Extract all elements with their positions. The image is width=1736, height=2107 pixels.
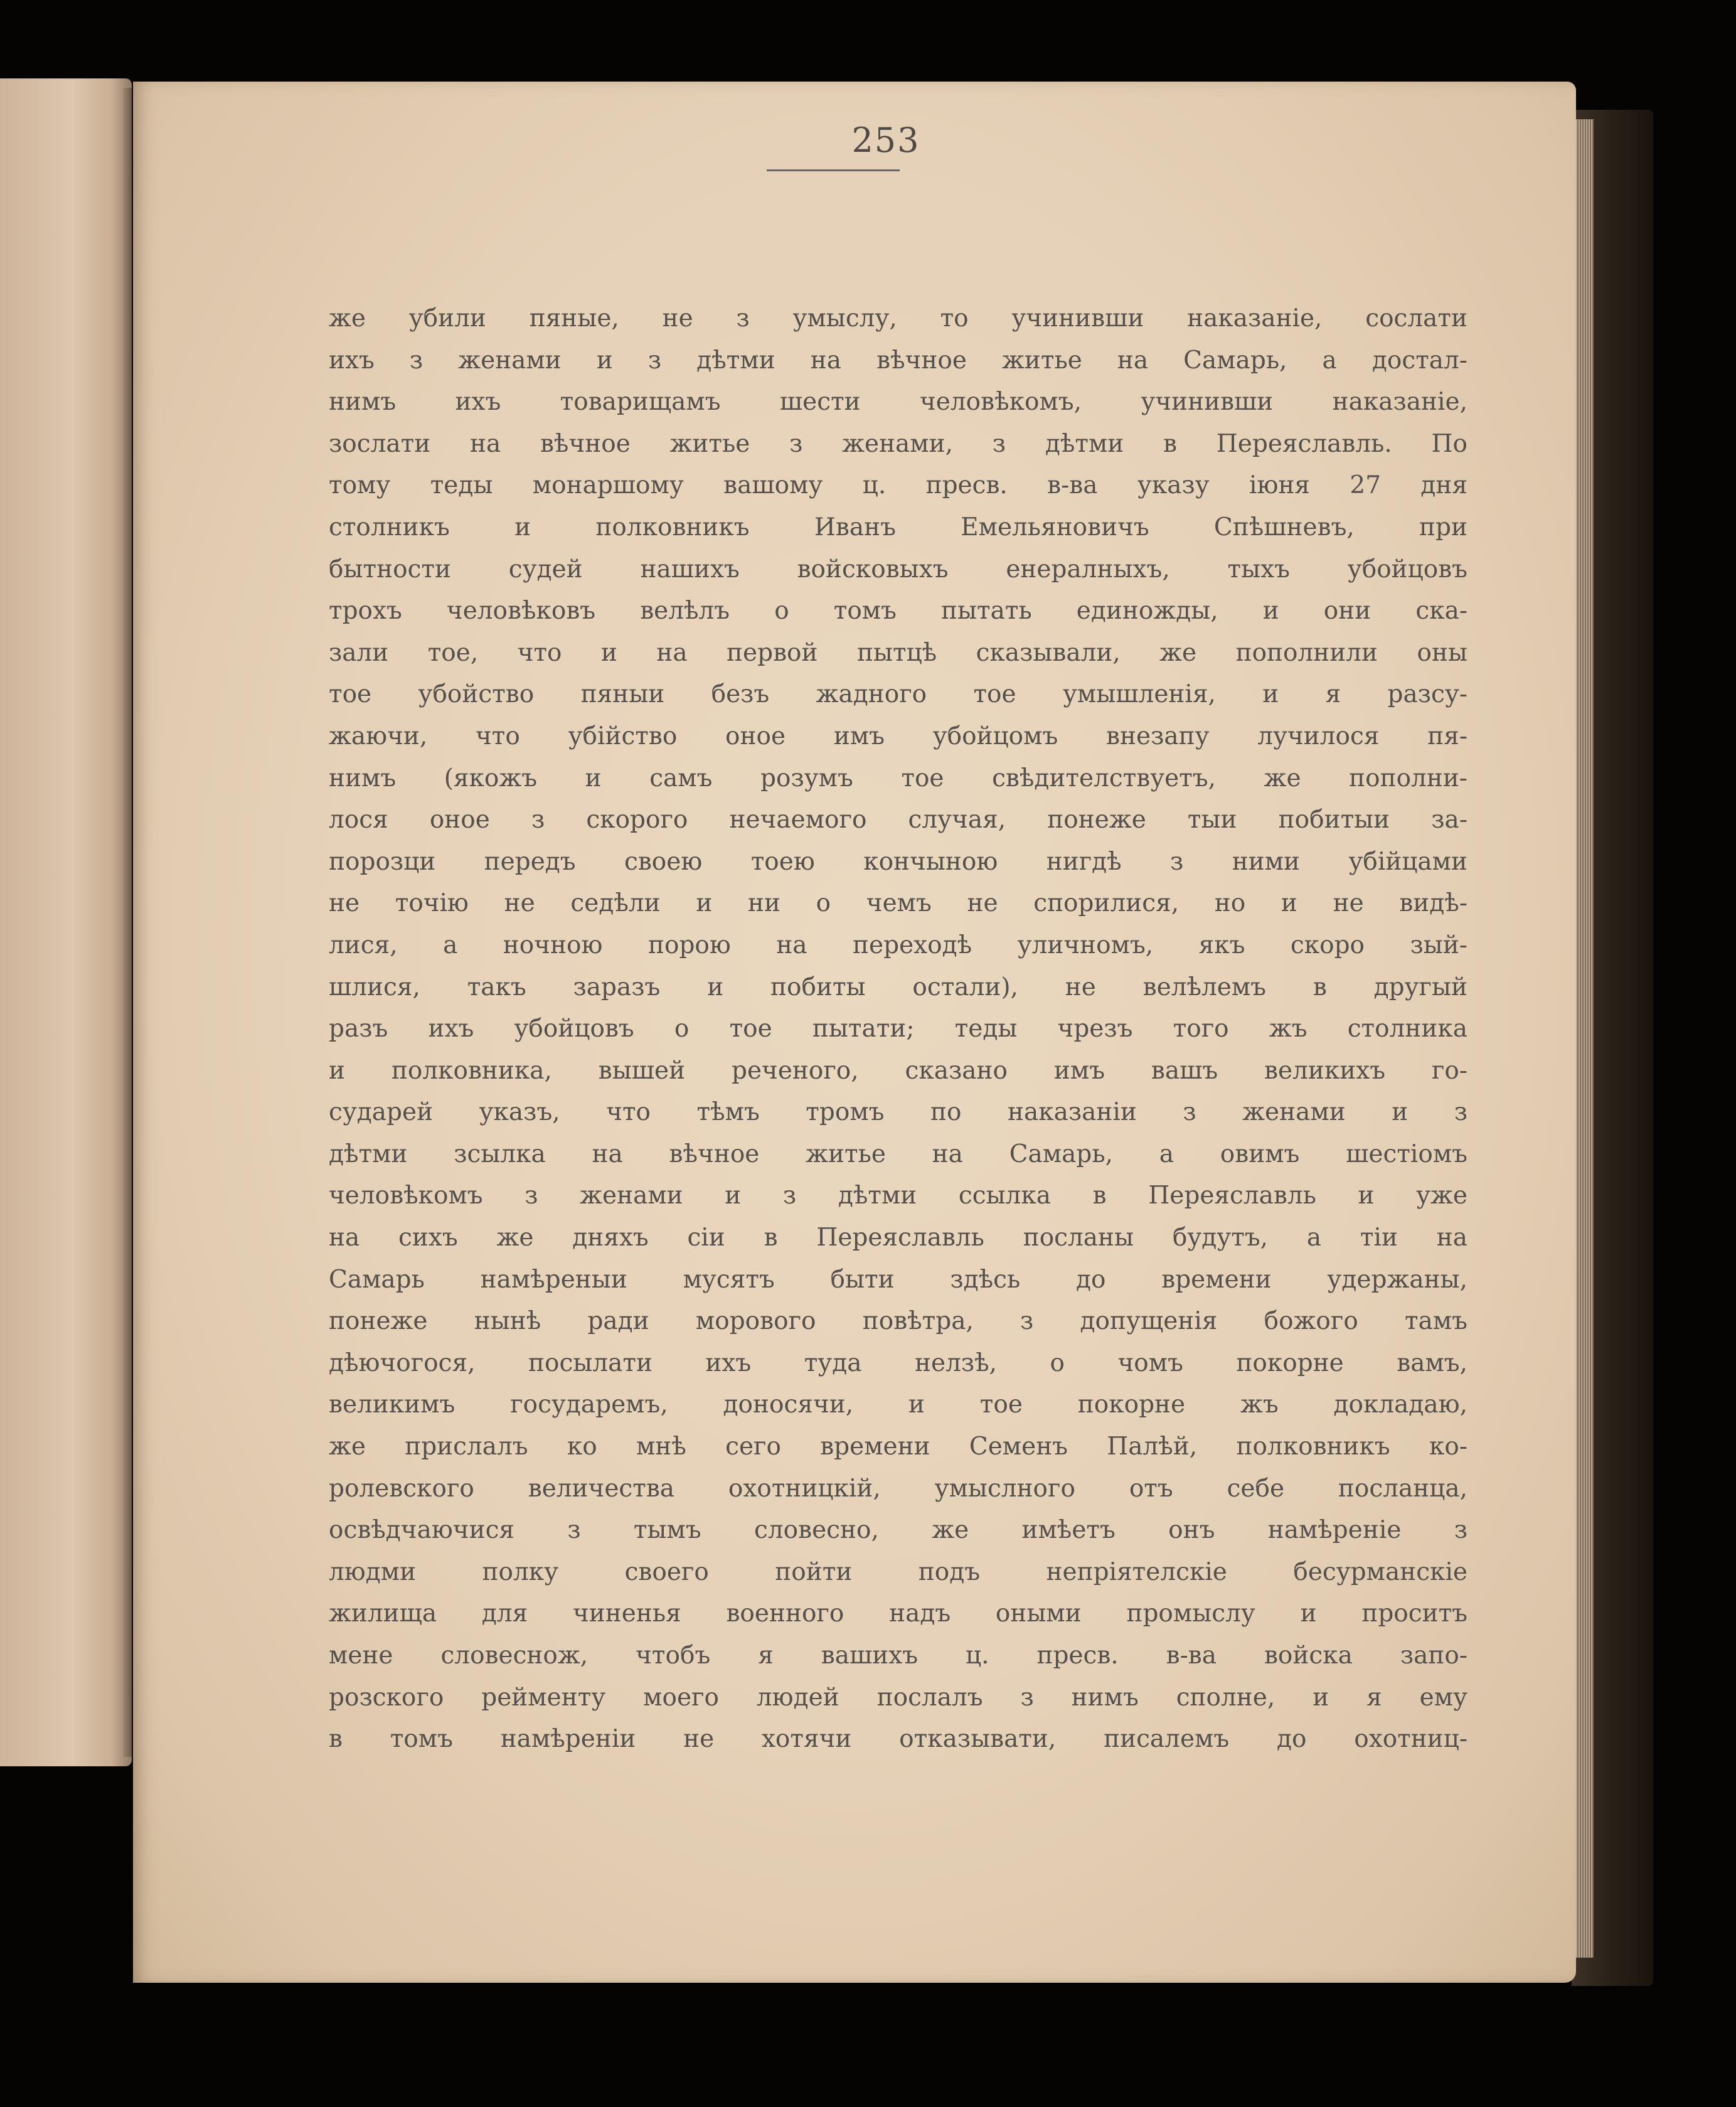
text-line: сударей указъ, что тѣмъ тромъ по наказаніи з женами и з <box>329 1098 1467 1127</box>
text-line: бытности судей нашихъ войсковыхъ енералныхъ, тыхъ убойцовъ <box>329 555 1467 584</box>
page-number: 253 <box>851 120 920 160</box>
text-line: жаючи, что убійство оное имъ убойцомъ внезапу лучилося пя- <box>329 722 1467 750</box>
text-line: тому теды монаршому вашому ц. пресв. в-ва указу іюня 27 дня <box>329 471 1467 500</box>
text-line: нимъ ихъ товарищамъ шести человѣкомъ, учинивши наказаніе, <box>329 388 1467 417</box>
text-line: великимъ государемъ, доносячи, и тое покорне жъ докладаю, <box>329 1390 1467 1419</box>
text-line: людми полку своего пойти подъ непріятелскіе бесурманскіе <box>329 1557 1467 1586</box>
text-line: тое убойство пяныи безъ жадного тое умышленія, и я разсу- <box>329 680 1467 709</box>
text-line: и полковника, вышей реченого, сказано имъ вашъ великихъ го- <box>329 1056 1467 1085</box>
page-text <box>329 298 1467 1761</box>
text-line: нимъ (якожъ и самъ розумъ тое свѣдителствуетъ, же пополни- <box>329 764 1467 792</box>
text-line: столникъ и полковникъ Иванъ Емельяновичъ Спѣшневъ, при <box>329 513 1467 541</box>
text-line: в томъ намѣреніи не хотячи отказывати, писалемъ до охотниц- <box>329 1725 1467 1754</box>
text-line: дѣтми зсылка на вѣчное житье на Самарь, а овимъ шестіомъ <box>329 1139 1467 1168</box>
text-line: не точію не седѣли и ни о чемъ не спорилися, но и не видѣ- <box>329 889 1467 918</box>
text-line: розского рейменту моего людей послалъ з нимъ сполне, и я ему <box>329 1683 1467 1712</box>
text-line: лися, а ночною порою на переходѣ уличномъ, якъ скоро зый- <box>329 931 1467 959</box>
text-line: разъ ихъ убойцовъ о тое пытати; теды чрезъ того жъ столника <box>329 1015 1467 1043</box>
text-line: человѣкомъ з женами и з дѣтми ссылка в Переяславль и уже <box>329 1182 1467 1210</box>
text-line: освѣдчаючися з тымъ словесно, же имѣетъ онъ намѣреніе з <box>329 1516 1467 1545</box>
text-line: Самарь намѣреныи мусятъ быти здѣсь до времени удержаны, <box>329 1265 1467 1294</box>
text-line: трохъ человѣковъ велѣлъ о томъ пытать единожды, и они ска- <box>329 597 1467 626</box>
text-line: же прислалъ ко мнѣ сего времени Семенъ Палѣй, полковникъ ко- <box>329 1432 1467 1461</box>
text-line: на сихъ же дняхъ сіи в Переяславль посланы будутъ, а тіи на <box>329 1224 1467 1252</box>
text-line: жилища для чиненья военного надъ оными промыслу и проситъ <box>329 1599 1467 1628</box>
text-line: лося оное з скорого нечаемого случая, понеже тыи побитыи за- <box>329 806 1467 835</box>
facing-page-edge <box>0 78 132 1766</box>
text-line: порозци передъ своею тоею кончыною нигдѣ з ними убійцами <box>329 847 1467 876</box>
book-page <box>133 82 1576 1983</box>
text-line: же убили пяные, не з умыслу, то учинивши наказаніе, сослати <box>329 304 1467 333</box>
book-gutter <box>123 88 132 1757</box>
header-rule <box>767 169 900 171</box>
text-line: дѣючогося, посылати ихъ туда нелзѣ, о чомъ покорне вамъ, <box>329 1348 1467 1377</box>
text-line: зослати на вѣчное житье з женами, з дѣтми в Переяславль. По <box>329 429 1467 458</box>
text-line: шлися, такъ заразъ и побиты остали), не велѣлемъ в другый <box>329 973 1467 1001</box>
text-line: мене словеснож, чтобъ я вашихъ ц. пресв. в-ва войска запо- <box>329 1641 1467 1670</box>
text-line: понеже нынѣ ради морового повѣтра, з допущенія божого тамъ <box>329 1307 1467 1336</box>
text-line: зали тое, что и на первой пытцѣ сказывали, же пополнили оны <box>329 638 1467 667</box>
text-line: ихъ з женами и з дѣтми на вѣчное житье на Самарь, а достал- <box>329 346 1467 375</box>
text-line: ролевского величества охотницкій, умыслного отъ себе посланца, <box>329 1474 1467 1503</box>
